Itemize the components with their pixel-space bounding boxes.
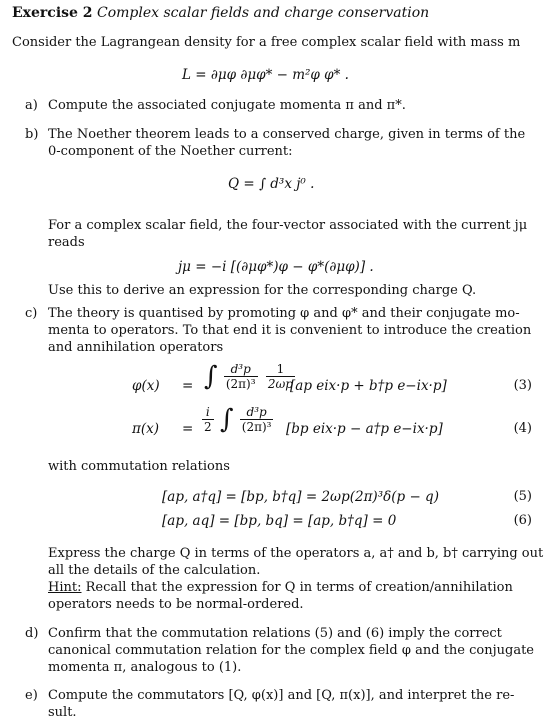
hint-line (48, 579, 513, 596)
integral-sign: ∫ (219, 404, 234, 435)
norm-fraction: $\frac{1}{2\omega p}$ (267, 362, 293, 391)
eq4-equals: = (182, 421, 194, 437)
exercise-heading (12, 5, 429, 21)
eq3-number: (3) (513, 378, 532, 393)
part-e-label: e) (25, 688, 38, 703)
charge-equation: Q = ∫ d³x j⁰ . (228, 176, 315, 192)
eq5-number: (5) (513, 489, 532, 504)
part-a-text: Compute the associated conjugate momenta π and π*. (48, 98, 406, 113)
hint-label: Hint: (48, 580, 82, 595)
part-c-line4: Express the charge Q in terms of the operators a, a† and b, b† carrying out (48, 546, 544, 561)
current-equation: jμ = −i [(∂μφ*)φ − φ*(∂μφ)] . (178, 259, 374, 275)
part-a-label: a) (25, 98, 38, 113)
part-e-line1: Compute the commutators [Q, φ(x)] and [Q, π(x)], and interpret the re- (48, 688, 515, 703)
phi-lhs: φ(x) (132, 378, 160, 394)
part-d-line1: Confirm that the commutation relations (5) and (6) imply the correct (48, 626, 502, 641)
eq3-equals: = (182, 378, 194, 394)
part-b-line4: reads (48, 235, 85, 250)
part-d-line3: momenta π, analogous to (1). (48, 660, 242, 675)
part-d-line2: canonical commutation relation for the complex field φ and the conjugate (48, 643, 534, 658)
pi-lhs: π(x) (132, 421, 160, 437)
part-b-line5: Use this to derive an expression for the corresponding charge Q. (48, 283, 477, 298)
part-c-line5: all the details of the calculation. (48, 563, 261, 578)
lagrangian-equation: L = ∂μφ ∂μφ* − m²φ φ* . (182, 67, 349, 83)
eq4-prefactor (200, 405, 275, 434)
eq4-number: (4) (513, 421, 532, 436)
intro-text: Consider the Lagrangean density for a free complex scalar field with mass m (12, 35, 521, 50)
part-e-line2: sult. (48, 705, 77, 720)
exercise-label: Exercise 2 (12, 5, 93, 21)
eq5-expression: [ap, a†q] = [bp, b†q] = 2ωp(2π)³δ(p − q) (162, 489, 439, 505)
phi-rhs: [ap eix·p + b†p e−ix·p] (290, 378, 447, 394)
pi-rhs: [bp eix·p − a†p e−ix·p] (286, 421, 443, 437)
part-d-label: d) (25, 626, 39, 641)
measure-fraction: $\frac{\text{d³p}}{\text{(2π)³}}$ (241, 405, 272, 434)
part-c-label: c) (25, 306, 38, 321)
eq3-prefactor (204, 362, 297, 391)
measure-fraction: $\frac{\text{d³p}}{\text{(2π)³}}$ (225, 362, 256, 391)
part-c-line1: The theory is quantised by promoting φ and φ* and their conjugate mo- (48, 306, 520, 321)
half-i-fraction: $\frac{i}{2}$ (204, 405, 212, 434)
part-b-line3: For a complex scalar field, the four-vector associated with the current jμ (48, 218, 528, 233)
part-c-line6: operators needs to be normal-ordered. (48, 597, 304, 612)
eq6-expression: [ap, aq] = [bp, bq] = [ap, b†q] = 0 (162, 513, 397, 529)
eq6-number: (6) (513, 513, 532, 528)
with-commutation-text: with commutation relations (48, 459, 230, 474)
part-b-line1: The Noether theorem leads to a conserved charge, given in terms of the (48, 127, 526, 142)
part-c-line2: menta to operators. To that end it is convenient to introduce the creation (48, 323, 532, 338)
part-c-line3: and annihilation operators (48, 340, 224, 355)
part-b-line2: 0-component of the Noether current: (48, 144, 293, 159)
part-b-label: b) (25, 127, 39, 142)
hint-text: Recall that the expression for Q in terms of creation/annihilation (81, 580, 513, 595)
integral-sign: ∫ (204, 361, 218, 392)
exercise-title: Complex scalar fields and charge conservation (97, 5, 430, 21)
